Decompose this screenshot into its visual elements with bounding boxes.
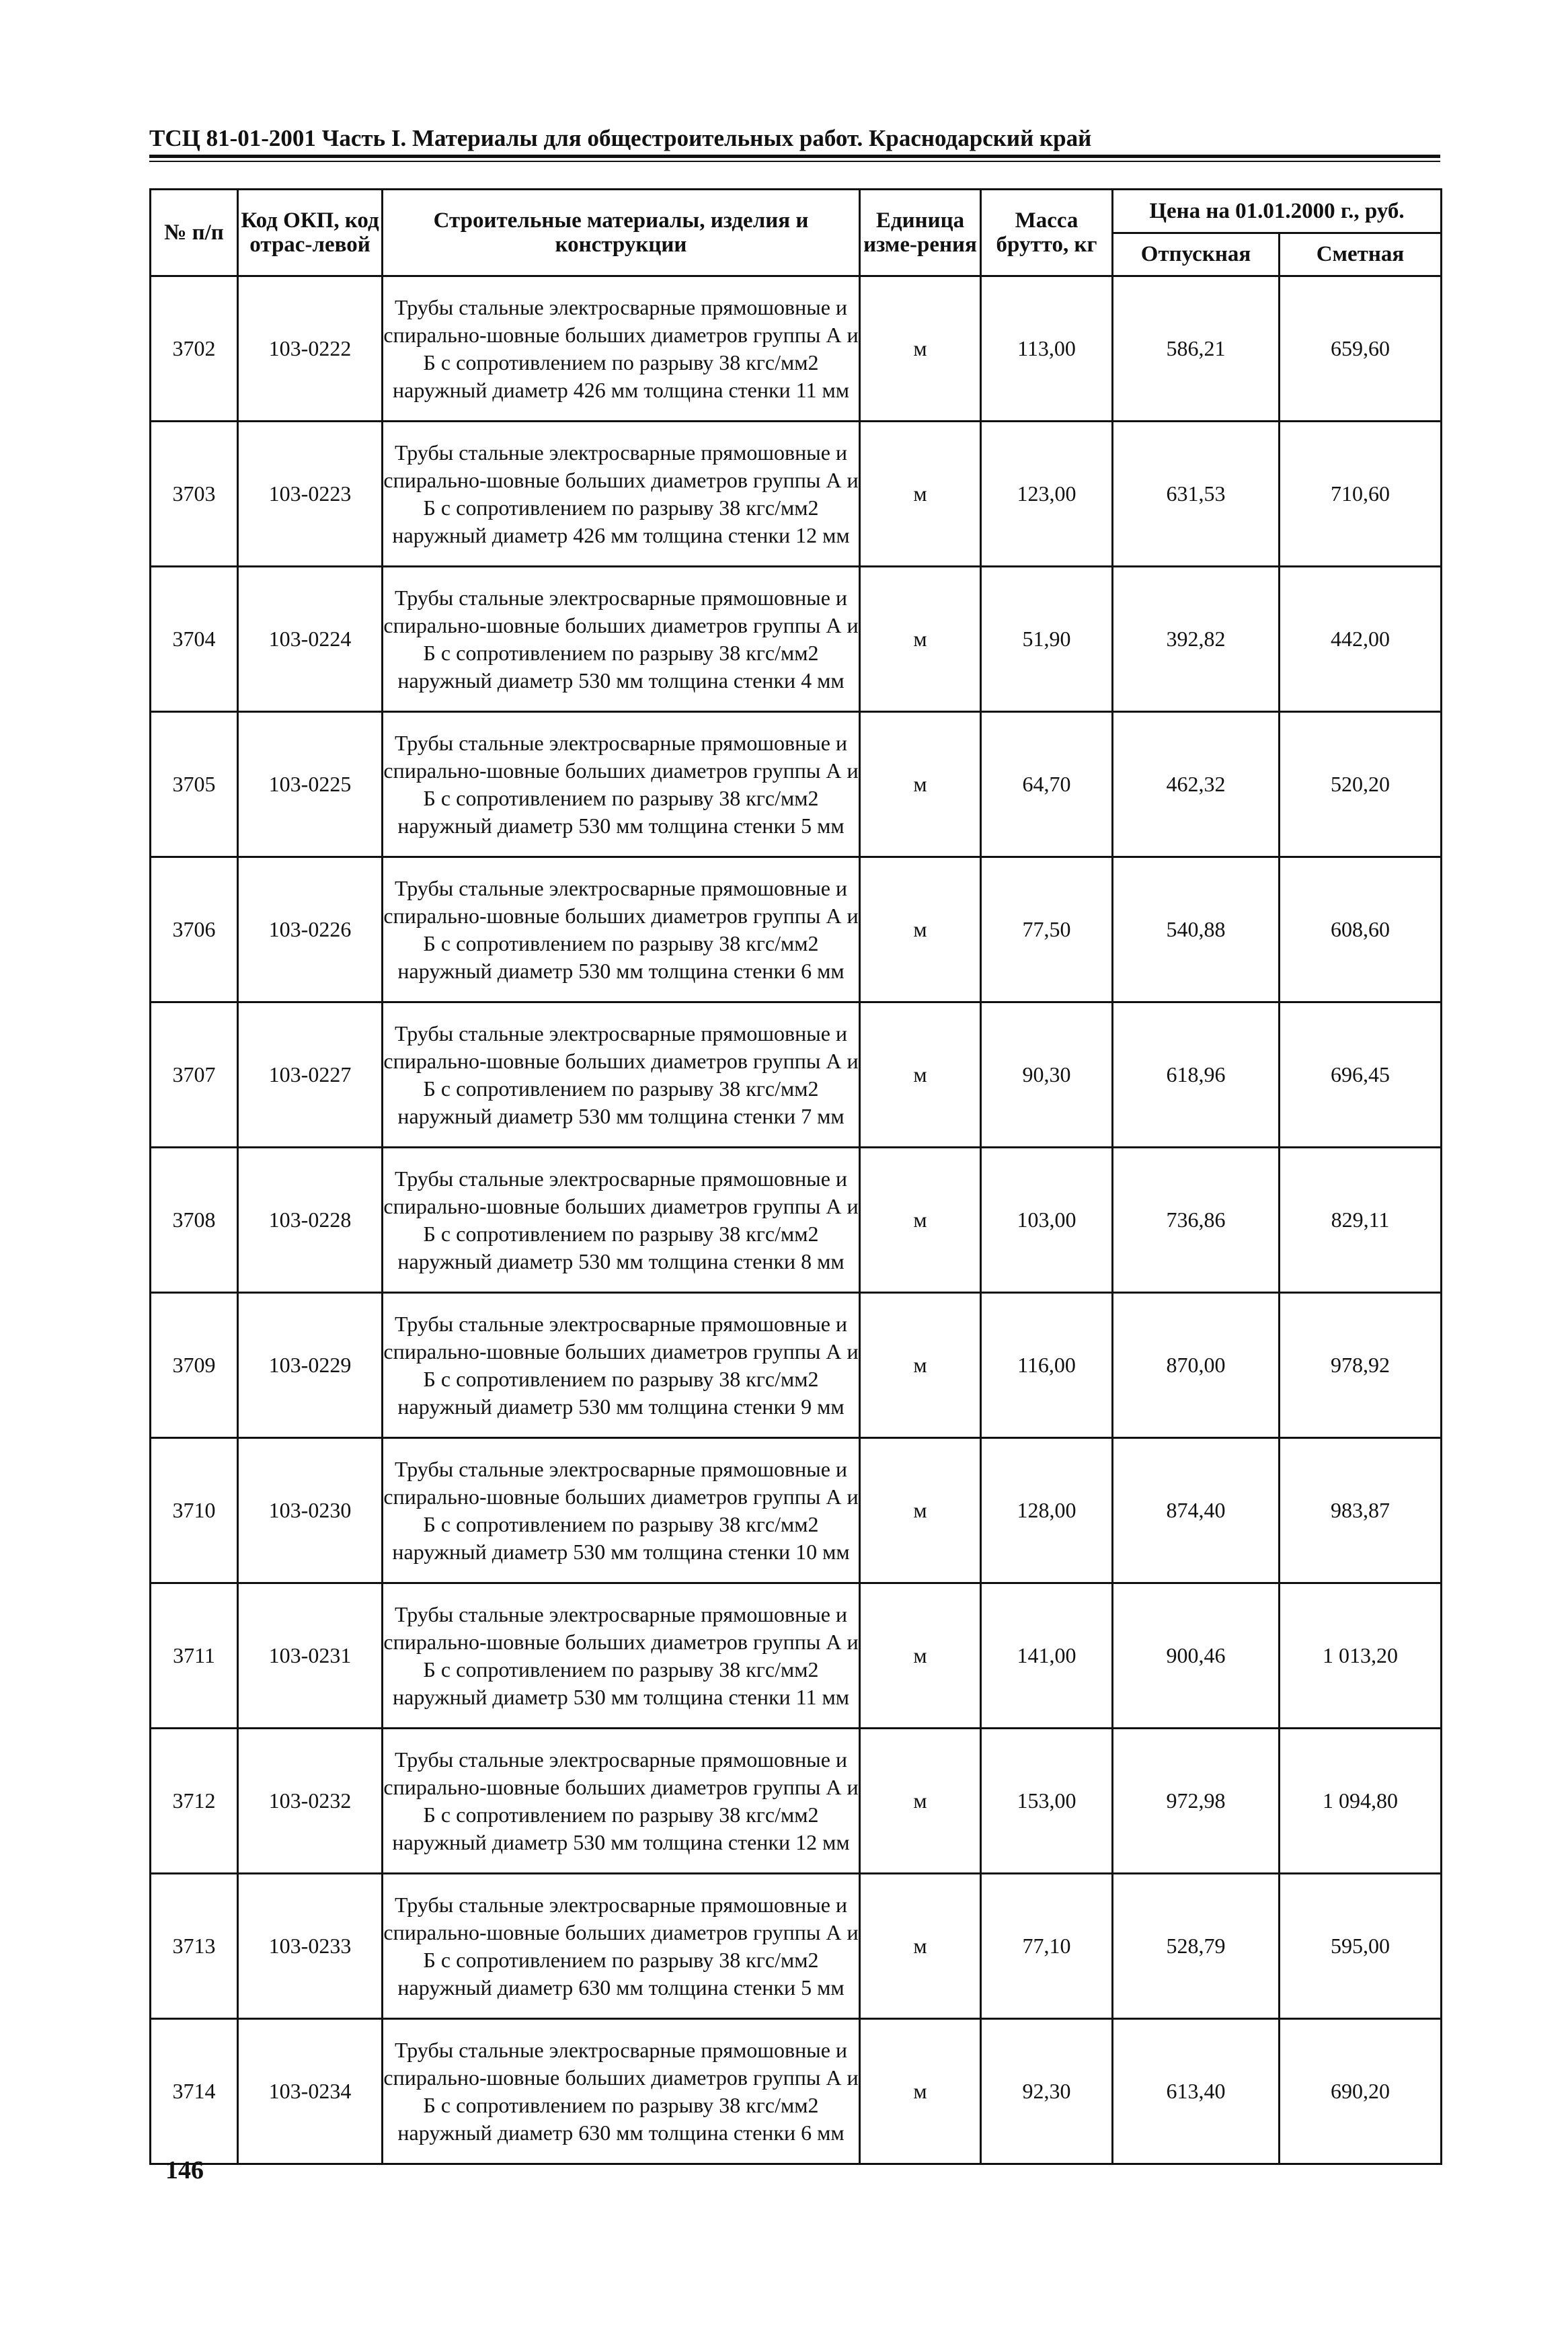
row-number: 3704	[151, 567, 238, 712]
header-rule-thick	[149, 155, 1440, 158]
row-mass: 113,00	[981, 276, 1113, 422]
row-price-release: 874,40	[1113, 1438, 1280, 1583]
row-price-estimate: 983,87	[1280, 1438, 1442, 1583]
row-code: 103-0227	[238, 1002, 383, 1148]
table-row	[151, 1438, 1442, 1583]
row-mass: 77,10	[981, 1874, 1113, 2019]
table-row	[151, 1148, 1442, 1293]
table-row	[151, 2019, 1442, 2164]
row-description: Трубы стальные электросварные прямошовные и спирально-шовные больших диаметров группы А и Б с сопротивлением по разрыву 38 кгс/мм2 наружный диаметр 426 мм толщина стенки 11 мм	[383, 276, 860, 422]
row-price-estimate: 696,45	[1280, 1002, 1442, 1148]
row-unit: м	[860, 1874, 981, 2019]
row-unit: м	[860, 422, 981, 567]
row-description: Трубы стальные электросварные прямошовные и спирально-шовные больших диаметров группы А и Б с сопротивлением по разрыву 38 кгс/мм2 наружный диаметр 530 мм толщина стенки 9 мм	[383, 1293, 860, 1438]
row-number: 3712	[151, 1729, 238, 1874]
row-description: Трубы стальные электросварные прямошовные и спирально-шовные больших диаметров группы А и Б с сопротивлением по разрыву 38 кгс/мм2 наружный диаметр 630 мм толщина стенки 6 мм	[383, 2019, 860, 2164]
row-mass: 153,00	[981, 1729, 1113, 1874]
row-number: 3708	[151, 1148, 238, 1293]
row-description: Трубы стальные электросварные прямошовные и спирально-шовные больших диаметров группы А и Б с сопротивлением по разрыву 38 кгс/мм2 наружный диаметр 426 мм толщина стенки 12 мм	[383, 422, 860, 567]
row-unit: м	[860, 567, 981, 712]
row-price-estimate: 595,00	[1280, 1874, 1442, 2019]
table-row	[151, 567, 1442, 712]
row-description: Трубы стальные электросварные прямошовные и спирально-шовные больших диаметров группы А и Б с сопротивлением по разрыву 38 кгс/мм2 наружный диаметр 530 мм толщина стенки 12 мм	[383, 1729, 860, 1874]
row-number: 3707	[151, 1002, 238, 1148]
row-code: 103-0226	[238, 857, 383, 1002]
row-price-release: 540,88	[1113, 857, 1280, 1002]
materials-price-table	[149, 188, 1442, 2165]
row-code: 103-0230	[238, 1438, 383, 1583]
row-price-release: 528,79	[1113, 1874, 1280, 2019]
table-row	[151, 1293, 1442, 1438]
row-mass: 123,00	[981, 422, 1113, 567]
row-price-estimate: 690,20	[1280, 2019, 1442, 2164]
row-number: 3703	[151, 422, 238, 567]
row-unit: м	[860, 1002, 981, 1148]
row-unit: м	[860, 1293, 981, 1438]
row-mass: 103,00	[981, 1148, 1113, 1293]
row-code: 103-0225	[238, 712, 383, 857]
row-mass: 128,00	[981, 1438, 1113, 1583]
row-price-release: 586,21	[1113, 276, 1280, 422]
row-code: 103-0224	[238, 567, 383, 712]
row-mass: 64,70	[981, 712, 1113, 857]
row-price-release: 613,40	[1113, 2019, 1280, 2164]
row-number: 3705	[151, 712, 238, 857]
table-header	[151, 190, 1442, 276]
row-description: Трубы стальные электросварные прямошовные и спирально-шовные больших диаметров группы А и Б с сопротивлением по разрыву 38 кгс/мм2 наружный диаметр 530 мм толщина стенки 4 мм	[383, 567, 860, 712]
row-price-estimate: 442,00	[1280, 567, 1442, 712]
row-price-estimate: 1 013,20	[1280, 1583, 1442, 1729]
table-row	[151, 276, 1442, 422]
header-rule-thin	[149, 161, 1440, 162]
table-row	[151, 712, 1442, 857]
row-code: 103-0223	[238, 422, 383, 567]
row-description: Трубы стальные электросварные прямошовные и спирально-шовные больших диаметров группы А и Б с сопротивлением по разрыву 38 кгс/мм2 наружный диаметр 530 мм толщина стенки 6 мм	[383, 857, 860, 1002]
row-description: Трубы стальные электросварные прямошовные и спирально-шовные больших диаметров группы А и Б с сопротивлением по разрыву 38 кгс/мм2 наружный диаметр 530 мм толщина стенки 8 мм	[383, 1148, 860, 1293]
col-header-unit: Единица изме-рения	[860, 190, 981, 276]
page-number: 146	[165, 2156, 204, 2184]
col-header-code: Код ОКП, код отрас-левой	[238, 190, 383, 276]
row-unit: м	[860, 2019, 981, 2164]
row-description: Трубы стальные электросварные прямошовные и спирально-шовные больших диаметров группы А и Б с сопротивлением по разрыву 38 кгс/мм2 наружный диаметр 530 мм толщина стенки 10 мм	[383, 1438, 860, 1583]
row-mass: 116,00	[981, 1293, 1113, 1438]
row-number: 3702	[151, 276, 238, 422]
row-price-release: 462,32	[1113, 712, 1280, 857]
row-price-estimate: 829,11	[1280, 1148, 1442, 1293]
row-description: Трубы стальные электросварные прямошовные и спирально-шовные больших диаметров группы А и Б с сопротивлением по разрыву 38 кгс/мм2 наружный диаметр 530 мм толщина стенки 5 мм	[383, 712, 860, 857]
row-code: 103-0231	[238, 1583, 383, 1729]
row-code: 103-0232	[238, 1729, 383, 1874]
row-number: 3714	[151, 2019, 238, 2164]
row-description: Трубы стальные электросварные прямошовные и спирально-шовные больших диаметров группы А и Б с сопротивлением по разрыву 38 кгс/мм2 наружный диаметр 530 мм толщина стенки 11 мм	[383, 1583, 860, 1729]
table-row	[151, 1729, 1442, 1874]
row-number: 3706	[151, 857, 238, 1002]
row-unit: м	[860, 1438, 981, 1583]
row-number: 3713	[151, 1874, 238, 2019]
row-description: Трубы стальные электросварные прямошовные и спирально-шовные больших диаметров группы А и Б с сопротивлением по разрыву 38 кгс/мм2 наружный диаметр 630 мм толщина стенки 5 мм	[383, 1874, 860, 2019]
col-header-price-estimate: Сметная	[1280, 233, 1442, 276]
table-body	[151, 276, 1442, 2164]
row-price-estimate: 608,60	[1280, 857, 1442, 1002]
row-price-release: 392,82	[1113, 567, 1280, 712]
table-row	[151, 857, 1442, 1002]
row-unit: м	[860, 1729, 981, 1874]
row-price-release: 736,86	[1113, 1148, 1280, 1293]
row-price-release: 870,00	[1113, 1293, 1280, 1438]
row-mass: 92,30	[981, 2019, 1113, 2164]
table-row	[151, 1874, 1442, 2019]
row-code: 103-0228	[238, 1148, 383, 1293]
row-price-estimate: 659,60	[1280, 276, 1442, 422]
row-number: 3711	[151, 1583, 238, 1729]
col-header-mass: Масса брутто, кг	[981, 190, 1113, 276]
col-header-num: № п/п	[151, 190, 238, 276]
row-number: 3709	[151, 1293, 238, 1438]
row-unit: м	[860, 1583, 981, 1729]
row-price-estimate: 978,92	[1280, 1293, 1442, 1438]
row-mass: 141,00	[981, 1583, 1113, 1729]
row-price-release: 972,98	[1113, 1729, 1280, 1874]
table-row	[151, 1002, 1442, 1148]
row-unit: м	[860, 1148, 981, 1293]
row-unit: м	[860, 276, 981, 422]
row-mass: 90,30	[981, 1002, 1113, 1148]
row-mass: 77,50	[981, 857, 1113, 1002]
row-code: 103-0233	[238, 1874, 383, 2019]
row-unit: м	[860, 712, 981, 857]
row-price-estimate: 1 094,80	[1280, 1729, 1442, 1874]
row-price-estimate: 710,60	[1280, 422, 1442, 567]
row-description: Трубы стальные электросварные прямошовные и спирально-шовные больших диаметров группы А и Б с сопротивлением по разрыву 38 кгс/мм2 наружный диаметр 530 мм толщина стенки 7 мм	[383, 1002, 860, 1148]
page-header: ТСЦ 81-01-2001 Часть I. Материалы для общестроительных работ. Краснодарский край	[149, 125, 1092, 151]
row-mass: 51,90	[981, 567, 1113, 712]
table-row	[151, 1583, 1442, 1729]
row-code: 103-0222	[238, 276, 383, 422]
row-code: 103-0234	[238, 2019, 383, 2164]
row-price-release: 900,46	[1113, 1583, 1280, 1729]
col-header-price-release: Отпускная	[1113, 233, 1280, 276]
row-price-estimate: 520,20	[1280, 712, 1442, 857]
row-price-release: 618,96	[1113, 1002, 1280, 1148]
col-header-price-group: Цена на 01.01.2000 г., руб.	[1113, 190, 1442, 233]
row-code: 103-0229	[238, 1293, 383, 1438]
row-unit: м	[860, 857, 981, 1002]
col-header-name: Строительные материалы, изделия и конструкции	[383, 190, 860, 276]
table-row	[151, 422, 1442, 567]
row-price-release: 631,53	[1113, 422, 1280, 567]
row-number: 3710	[151, 1438, 238, 1583]
